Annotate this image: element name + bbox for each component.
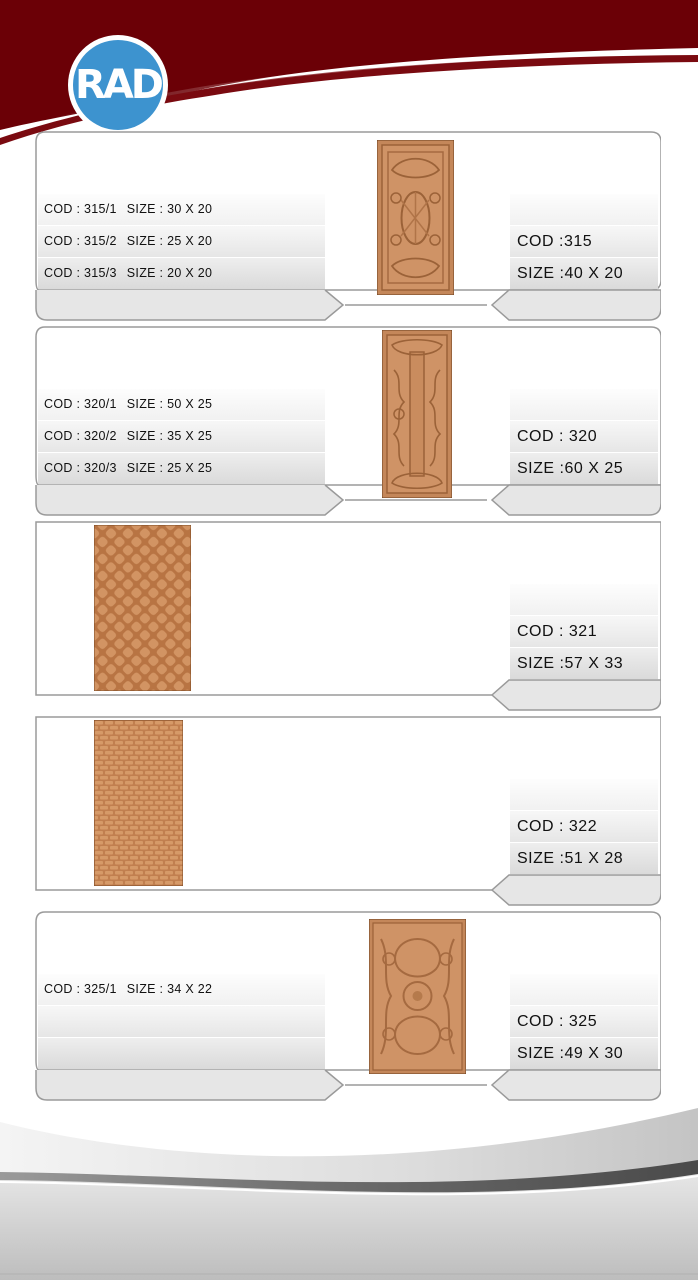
carved-panel-image: [382, 330, 452, 498]
variant-code: COD : 325/1: [44, 982, 117, 996]
brand-logo: [68, 35, 168, 135]
footer-waves: [0, 1090, 698, 1280]
product-size: SIZE :49 X 30: [510, 1038, 658, 1069]
variant-code: COD : 315/2: [44, 234, 117, 248]
spacer-row: [510, 584, 658, 615]
product-code: COD : 325: [510, 1006, 658, 1037]
variant-size: SIZE : 25 X 25: [126, 461, 213, 475]
variant-size: SIZE : 30 X 20: [126, 202, 213, 216]
variant-size: SIZE : 25 X 20: [126, 234, 213, 248]
product-size: SIZE :51 X 28: [510, 843, 658, 874]
weave-panel-image: [94, 720, 183, 886]
product-code: COD :315: [510, 226, 658, 257]
variant-row: [38, 974, 325, 1005]
spacer-row: [510, 779, 658, 810]
spacer-row: [510, 194, 658, 225]
variant-size: SIZE : 20 X 20: [126, 266, 213, 280]
variant-row: [38, 1006, 325, 1037]
brand-logo-text: RAD: [73, 40, 163, 130]
variant-size: SIZE : 34 X 22: [126, 982, 213, 996]
product-card-322: [35, 715, 661, 907]
product-card-321: [35, 520, 661, 712]
carved-panel-image: [369, 919, 466, 1074]
product-code: COD : 320: [510, 421, 658, 452]
product-size: SIZE :57 X 33: [510, 648, 658, 679]
spacer-row: [510, 389, 658, 420]
variant-row: [38, 194, 325, 225]
variant-row: [38, 226, 325, 257]
carved-panel-image: [377, 140, 454, 295]
variant-row: [38, 1038, 325, 1069]
product-card-315: [35, 130, 661, 322]
variant-size: SIZE : 35 X 25: [126, 429, 213, 443]
product-code: COD : 322: [510, 811, 658, 842]
variant-row: [38, 258, 325, 289]
variant-code: COD : 320/3: [44, 461, 117, 475]
variant-row: [38, 389, 325, 420]
product-code: COD : 321: [510, 616, 658, 647]
spacer-row: [510, 974, 658, 1005]
variant-code: COD : 315/1: [44, 202, 117, 216]
variant-size: SIZE : 50 X 25: [126, 397, 213, 411]
lattice-panel-image: [94, 525, 191, 691]
variant-code: COD : 320/2: [44, 429, 117, 443]
variant-row: [38, 453, 325, 484]
product-card-325: [35, 910, 661, 1102]
product-size: SIZE :60 X 25: [510, 453, 658, 484]
variant-code: COD : 315/3: [44, 266, 117, 280]
product-size: SIZE :40 X 20: [510, 258, 658, 289]
product-card-320: [35, 325, 661, 517]
variant-code: COD : 320/1: [44, 397, 117, 411]
variant-row: [38, 421, 325, 452]
